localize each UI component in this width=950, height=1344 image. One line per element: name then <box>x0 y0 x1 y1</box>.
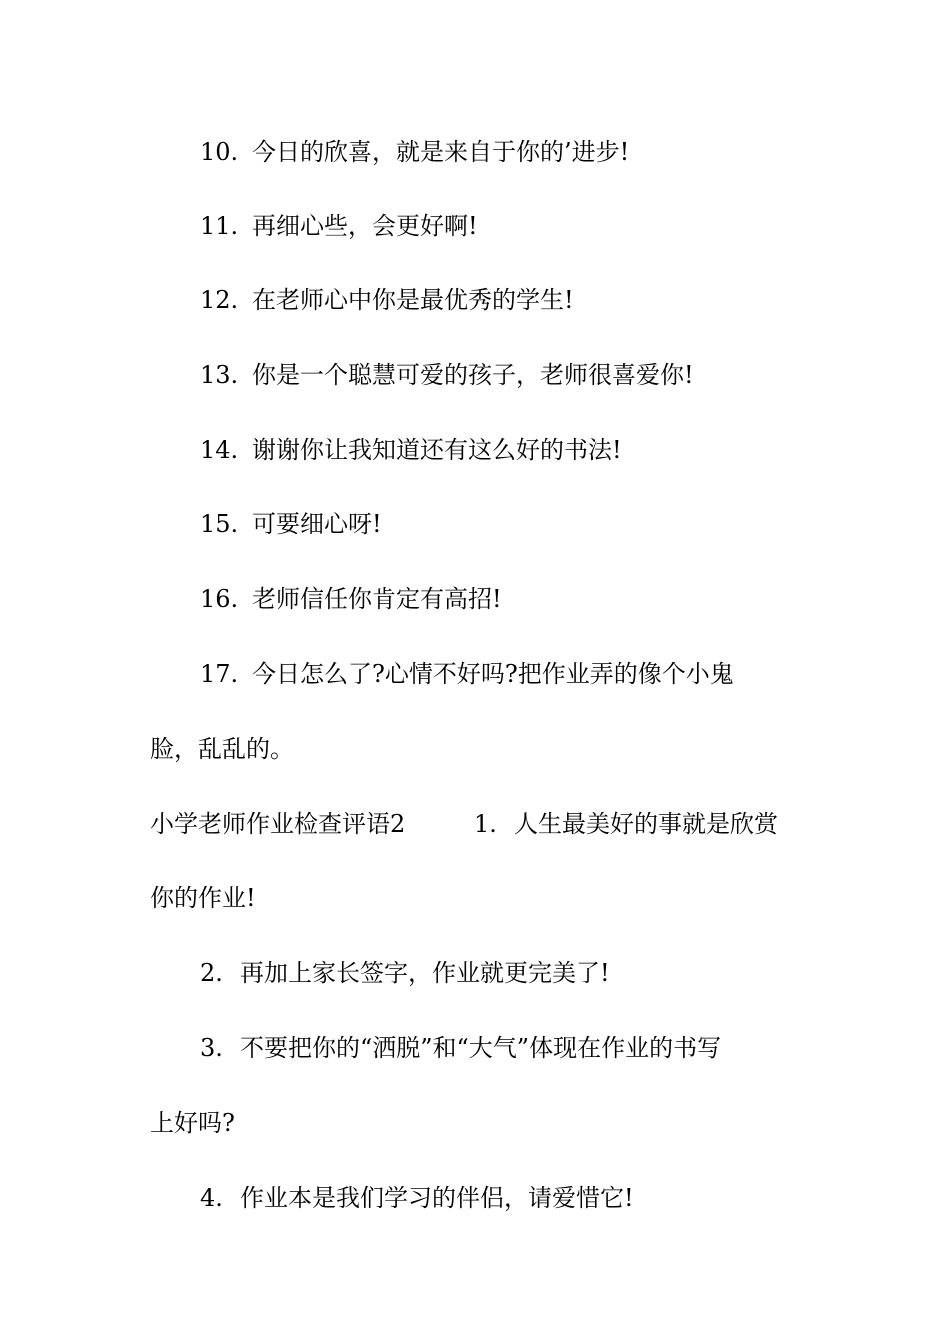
item-number: 3. <box>200 1034 223 1062</box>
item-text: 再细心些，会更好啊! <box>252 212 478 240</box>
item-number: 11. <box>200 212 239 240</box>
list-item <box>200 509 860 539</box>
item-number: 1. <box>474 810 497 838</box>
list-item-continuation <box>150 1108 810 1138</box>
item-text-continued: 脸，乱乱的。 <box>150 735 294 763</box>
list-item <box>200 1183 860 1213</box>
item-text: 在老师心中你是最优秀的学生! <box>252 286 574 314</box>
list-item <box>200 958 860 988</box>
item-number: 10. <box>200 138 239 166</box>
item-text: 不要把你的“洒脱”和“大气”体现在作业的书写 <box>240 1034 722 1062</box>
list-item <box>200 1033 860 1063</box>
item-number: 2. <box>200 959 223 987</box>
item-text-continued: 上好吗? <box>150 1109 235 1137</box>
list-item-continuation <box>150 734 810 764</box>
item-text: 今日的欣喜，就是来自于你的’进步! <box>252 138 630 166</box>
list-item <box>200 360 860 390</box>
item-text: 今日怎么了?心情不好吗?把作业弄的像个小鬼 <box>252 660 734 688</box>
item-number: 13. <box>200 361 239 389</box>
item-text: 作业本是我们学习的伴侣，请爱惜它! <box>240 1184 634 1212</box>
list-item <box>200 584 860 614</box>
item-number: 4. <box>200 1184 223 1212</box>
section-heading-line <box>150 809 810 839</box>
item-text: 人生最美好的事就是欣赏 <box>514 810 778 838</box>
item-number: 15. <box>200 510 239 538</box>
list-item-continuation <box>150 883 810 913</box>
list-item <box>200 659 860 689</box>
item-text: 再加上家长签字，作业就更完美了! <box>240 959 610 987</box>
list-item <box>200 211 860 241</box>
item-number: 17. <box>200 660 239 688</box>
item-text: 老师信任你肯定有高招! <box>252 585 502 613</box>
section-heading: 小学老师作业检查评语2 <box>150 810 406 838</box>
list-item <box>200 285 860 315</box>
item-text-continued: 你的作业! <box>150 884 256 912</box>
item-text: 你是一个聪慧可爱的孩子，老师很喜爱你! <box>252 361 694 389</box>
list-item <box>200 137 860 167</box>
item-text: 谢谢你让我知道还有这么好的书法! <box>252 436 622 464</box>
list-item <box>200 435 860 465</box>
item-number: 16. <box>200 585 239 613</box>
item-number: 12. <box>200 286 239 314</box>
item-text: 可要细心呀! <box>252 510 382 538</box>
item-number: 14. <box>200 436 239 464</box>
